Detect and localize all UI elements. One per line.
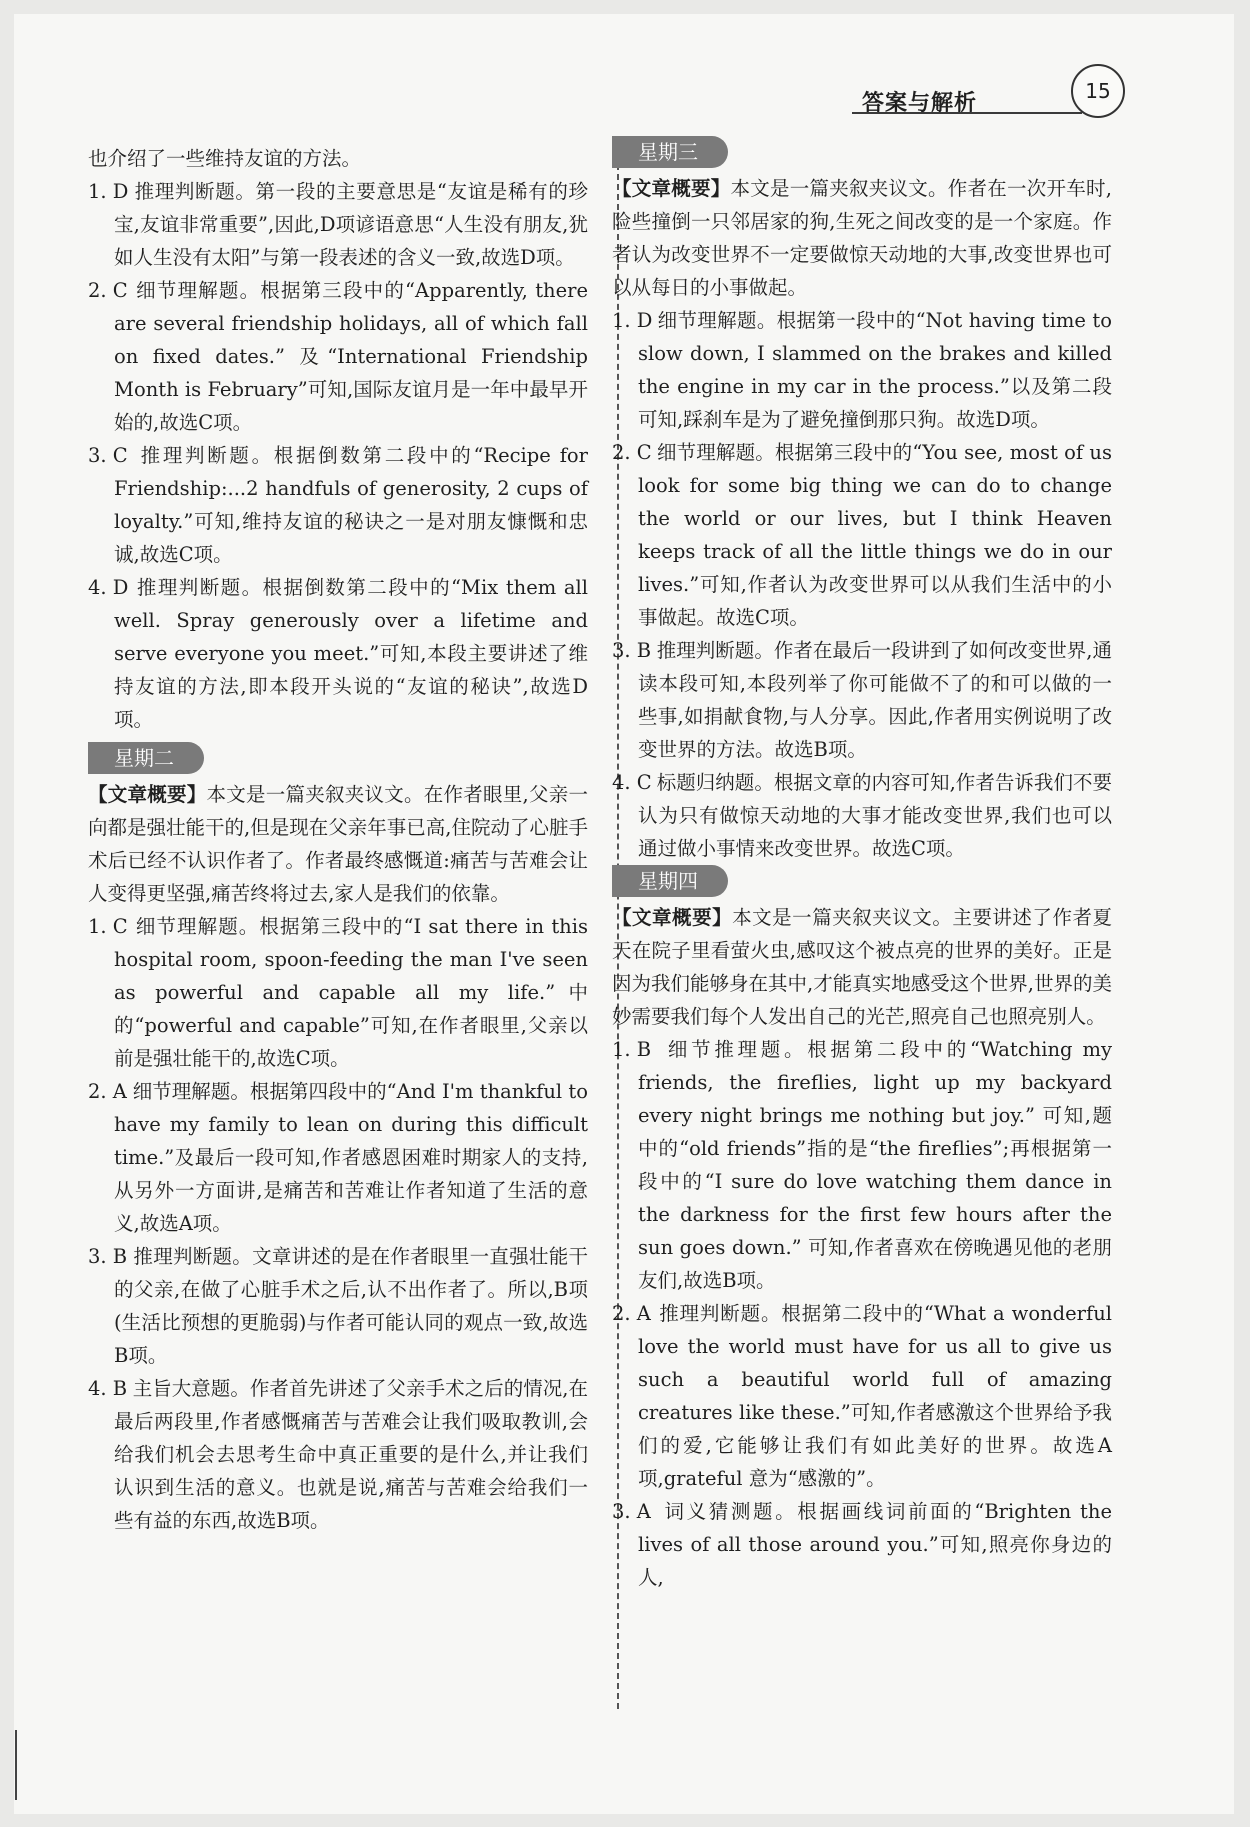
summary-wed xyxy=(612,172,1112,304)
page-number: 15 xyxy=(1071,64,1125,118)
answer-number: 3. B xyxy=(612,639,652,662)
summary-tag: 【文章概要】 xyxy=(612,177,731,200)
answer-item xyxy=(612,766,1112,865)
answer-text: 推理判断题。根据倒数第二段中的“Mix them all well. Spray generously over a lifetime and serve everyone you meet.”可知,本段主要讲述了维持友谊的方法,即本段开头说的“友谊的秘诀”,故选D项。 xyxy=(114,576,588,731)
answer-item xyxy=(612,634,1112,766)
summary-text: 本文是一篇夹叙夹议文。在作者眼里,父亲一向都是强壮能干的,但是现在父亲年事已高,住院动了心脏手术后已经不认识作者了。作者最终感慨道:痛苦与苦难会让人变得更坚强,痛苦终将过去,家人是我们的依靠。 xyxy=(88,783,588,905)
answer-text: 细节理解题。根据第三段中的“I sat there in this hospital room, spoon-feeding the man I've seen as powerful and capable all my life.”中的“powerful and capable”可知,在作者眼里,父亲以前是强壮能干的,故选C项。 xyxy=(114,915,588,1070)
answer-item xyxy=(88,274,588,439)
answer-text: 细节理解题。根据第一段中的“Not having time to slow down, I slammed on the brakes and killed the engine in my car in the process.”以及第二段可知,踩刹车是为了避免撞倒那只狗。故选D项。 xyxy=(638,309,1112,431)
summary-tag: 【文章概要】 xyxy=(612,906,733,929)
answer-text: 推理判断题。根据倒数第二段中的“Recipe for Friendship:...2 handfuls of generosity, 2 cups of loyalty.”可知,维持友谊的秘诀之一是对朋友慷慨和忠诚,故选C项。 xyxy=(114,444,588,566)
summary-thu xyxy=(612,901,1112,1033)
day-label-thu: 星期四 xyxy=(612,865,728,897)
answer-item xyxy=(612,436,1112,634)
answer-number: 3. A xyxy=(612,1500,651,1523)
answer-item xyxy=(612,304,1112,436)
answer-item xyxy=(88,910,588,1075)
answer-number: 2. A xyxy=(612,1302,651,1325)
answer-number: 1. C xyxy=(88,915,128,938)
answer-item xyxy=(612,1033,1112,1297)
answer-number: 4. C xyxy=(612,771,652,794)
intro-tail: 也介绍了一些维持友谊的方法。 xyxy=(88,147,362,170)
answer-list-thu xyxy=(612,1033,1112,1594)
answer-item xyxy=(612,1495,1112,1594)
answer-item xyxy=(88,175,588,274)
answer-item xyxy=(88,571,588,736)
answer-number: 3. B xyxy=(88,1245,128,1268)
header-title: 答案与解析 xyxy=(862,91,978,116)
answer-text: 标题归纳题。根据文章的内容可知,作者告诉我们不要认为只有做惊天动地的大事才能改变世界,我们也可以通过做小事情来改变世界。故选C项。 xyxy=(638,771,1112,860)
day-label-wed: 星期三 xyxy=(612,136,728,168)
answer-number: 1. B xyxy=(612,1038,652,1061)
answer-text: 主旨大意题。作者首先讲述了父亲手术之后的情况,在最后两段里,作者感慨痛苦与苦难会让我们吸取教训,会给我们机会去思考生命中真正重要的是什么,并让我们认识到生活的意义。也就是说,痛苦与苦难会给我们一些有益的东西,故选B项。 xyxy=(114,1377,588,1532)
summary-text: 本文是一篇夹叙夹议文。作者在一次开车时,险些撞倒一只邻居家的狗,生死之间改变的是一个家庭。作者认为改变世界不一定要做惊天动地的大事,改变世界也可以从每日的小事做起。 xyxy=(612,177,1112,299)
answer-number: 4. D xyxy=(88,576,129,599)
answer-text: 推理判断题。第一段的主要意思是“友谊是稀有的珍宝,友谊非常重要”,因此,D项谚语意思“人生没有朋友,犹如人生没有太阳”与第一段表述的含义一致,故选D项。 xyxy=(114,180,588,269)
answer-number: 3. C xyxy=(88,444,128,467)
summary-tag: 【文章概要】 xyxy=(88,783,207,806)
answer-text: 细节理解题。根据第三段中的“Apparently, there are several friendship holidays, all of which fall on fixed dates.” 及“International Friendship Month is February”可知,国际友谊月是一年中最早开始的,故选C项。 xyxy=(114,279,588,434)
answer-text: 细节理解题。根据第三段中的“You see, most of us look for some big thing we can do to change the world or our lives, but I think Heaven keeps track of all the little things we do in our lives.”可知,作者认为改变世界可以从我们生活中的小事做起。故选C项。 xyxy=(638,441,1112,629)
answer-number: 2. C xyxy=(612,441,652,464)
answer-text: 词义猜测题。根据画线词前面的“Brighten the lives of all those around you.”可知,照亮你身边的人, xyxy=(638,1500,1112,1589)
left-column xyxy=(88,142,588,1537)
answer-item xyxy=(612,1297,1112,1495)
answer-text: 推理判断题。作者在最后一段讲到了如何改变世界,通读本段可知,本段列举了你可能做不了的和可以做的一些事,如捐献食物,与人分享。因此,作者用实例说明了改变世界的方法。故选B项。 xyxy=(638,639,1112,761)
answer-list-tue xyxy=(88,910,588,1537)
answer-text: 细节理解题。根据第四段中的“And I'm thankful to have my family to lean on during this difficult time.”及最后一段可知,作者感恩困难时期家人的支持,从另外一方面讲,是痛苦和苦难让作者知道了生活的意义,故选A项。 xyxy=(114,1080,588,1235)
summary-tue xyxy=(88,778,588,910)
answer-number: 2. C xyxy=(88,279,128,302)
answer-number: 1. D xyxy=(612,309,653,332)
answer-text: 推理判断题。根据第二段中的“What a wonderful love the world must have for us all to give us such a beautiful world full of amazing creatures like these.”可知,作者感激这个世界给予我们的爱,它能够让我们有如此美好的世界。故选A项,grateful 意为“感激的”。 xyxy=(638,1302,1112,1490)
answer-item xyxy=(88,1372,588,1537)
answer-item xyxy=(88,1075,588,1240)
answer-text: 推理判断题。文章讲述的是在作者眼里一直强壮能干的父亲,在做了心脏手术之后,认不出作者了。所以,B项(生活比预想的更脆弱)与作者可能认同的观点一致,故选B项。 xyxy=(114,1245,588,1367)
answer-item xyxy=(88,439,588,571)
answer-list-mon xyxy=(88,175,588,736)
answer-list-wed xyxy=(612,304,1112,865)
answer-item xyxy=(88,1240,588,1372)
day-label-tue: 星期二 xyxy=(88,742,204,774)
answer-number: 1. D xyxy=(88,180,129,203)
answer-number: 4. B xyxy=(88,1377,128,1400)
answer-text: 细节推理题。根据第二段中的“Watching my friends, the fireflies, light up my backyard every night brings me nothing but joy.” 可知,题中的“old friends”指的是“the fireflies”;再根据第一段中的“I sure do love watching them dance in the darkness for the first few hours after the sun goes down.” 可知,作者喜欢在傍晚遇见他的老朋友们,故选B项。 xyxy=(638,1038,1112,1292)
right-column xyxy=(612,136,1112,1594)
margin-mark xyxy=(15,1730,17,1800)
summary-text: 本文是一篇夹叙夹议文。主要讲述了作者夏天在院子里看萤火虫,感叹这个被点亮的世界的美好。正是因为我们能够身在其中,才能真实地感受这个世界,世界的美妙需要我们每个人发出自己的光芒,照亮自己也照亮别人。 xyxy=(612,906,1112,1028)
header-rule xyxy=(852,112,1082,114)
answer-number: 2. A xyxy=(88,1080,127,1103)
